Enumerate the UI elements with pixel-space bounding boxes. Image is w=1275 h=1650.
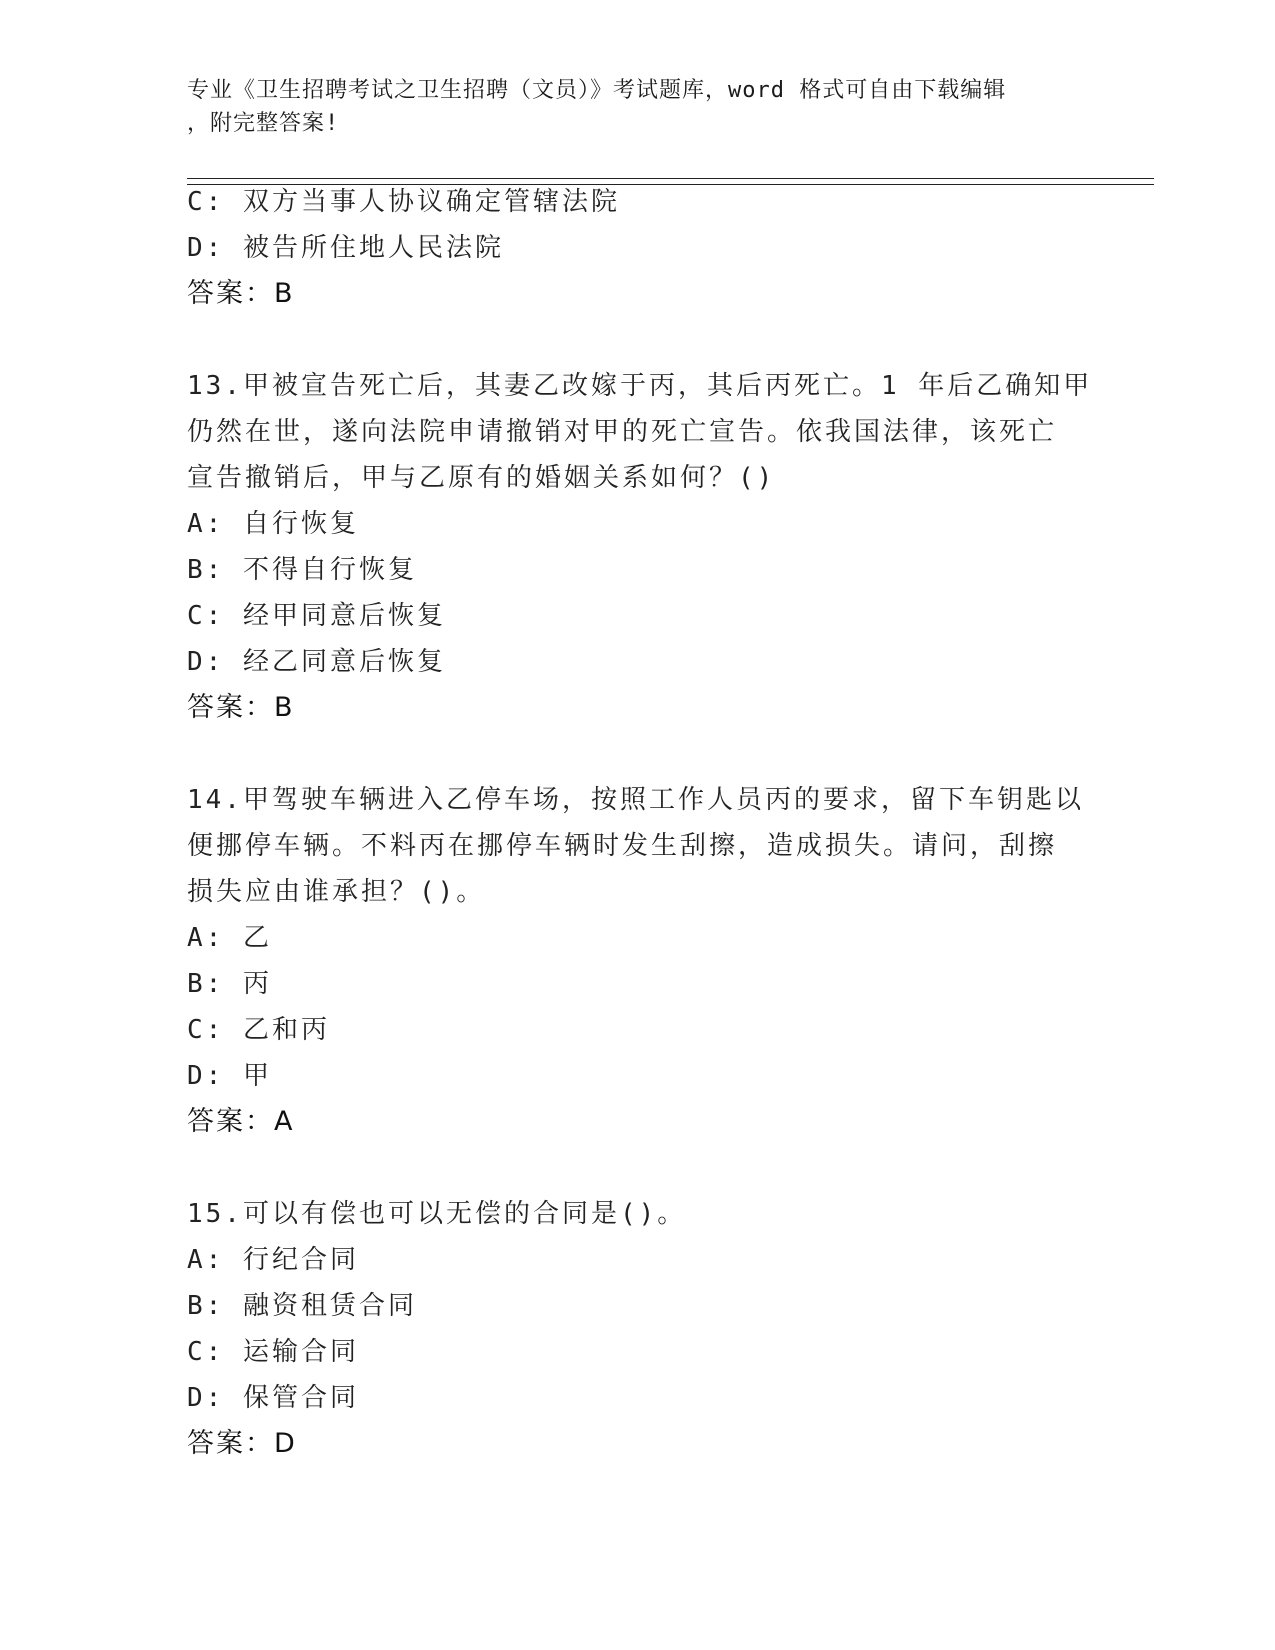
question-stem-line: 便挪停车辆。不料丙在挪停车辆时发生刮擦，造成损失。请问，刮擦: [187, 831, 1058, 861]
option-b: B: 融资租赁合同: [187, 1291, 417, 1321]
question-stem-line: 仍然在世，遂向法院申请撤销对甲的死亡宣告。依我国法律，该死亡: [187, 417, 1058, 447]
header-line-1: 专业《卫生招聘考试之卫生招聘（文员）》考试题库，word 格式可自由下载编辑: [187, 78, 1007, 103]
option-b: B: 不得自行恢复: [187, 555, 417, 585]
option-b: B: 丙: [187, 969, 272, 999]
spacer: [187, 317, 1077, 363]
option-c: C: 运输合同: [187, 1337, 359, 1367]
header-line-2: ，附完整答案!: [187, 111, 340, 136]
option-c: C: 经甲同意后恢复: [187, 601, 446, 631]
option-a: A: 行纪合同: [187, 1245, 359, 1275]
answer-line: 答案：D: [187, 1428, 297, 1459]
option-d: D: 经乙同意后恢复: [187, 647, 446, 677]
question-14: [187, 777, 1084, 1145]
question-13: [187, 363, 1093, 731]
question-stem-line: 宣告撤销后，甲与乙原有的婚姻关系如何？(): [187, 463, 776, 493]
answer-line: 答案：A: [187, 1106, 295, 1137]
question-stem-line: 15.可以有偿也可以无偿的合同是()。: [187, 1199, 687, 1229]
answer-line: 答案：B: [187, 278, 295, 309]
spacer: [187, 731, 1077, 777]
option-a: A: 自行恢复: [187, 509, 359, 539]
option-d: D: 甲: [187, 1061, 272, 1091]
question-stem-line: 损失应由谁承担？()。: [187, 877, 486, 907]
option-d: D: 被告所住地人民法院: [187, 233, 504, 263]
option-c: C: 双方当事人协议确定管辖法院: [187, 187, 620, 217]
spacer: [187, 1145, 1077, 1191]
question-stem-line: 13.甲被宣告死亡后，其妻乙改嫁于丙，其后丙死亡。1 年后乙确知甲: [187, 371, 1093, 401]
question-stem-line: 14.甲驾驶车辆进入乙停车场，按照工作人员丙的要求，留下车钥匙以: [187, 785, 1084, 815]
option-d: D: 保管合同: [187, 1383, 359, 1413]
option-a: A: 乙: [187, 923, 272, 953]
question-15: [187, 1191, 1077, 1467]
option-c: C: 乙和丙: [187, 1015, 330, 1045]
question-content: [187, 179, 1093, 1467]
answer-line: 答案：B: [187, 692, 295, 723]
question-12-continued: [187, 179, 1077, 317]
page-header: [187, 74, 1067, 140]
